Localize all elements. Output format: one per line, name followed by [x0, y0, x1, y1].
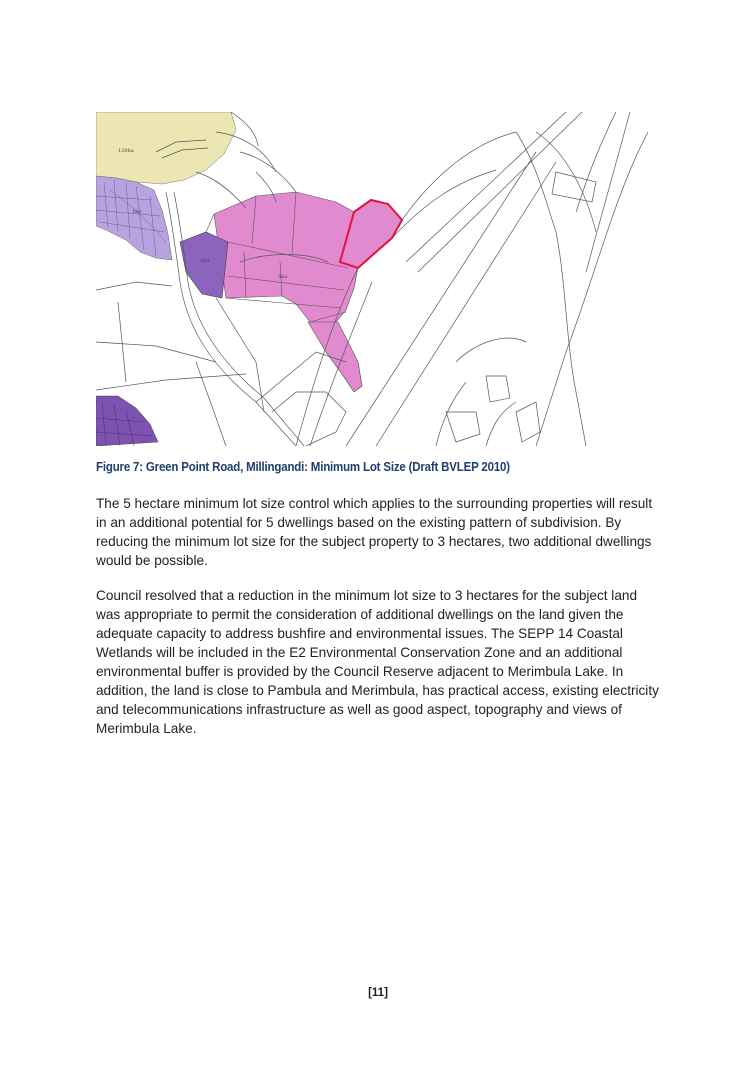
body-paragraph: Council resolved that a reduction in the minimum lot size to 3 hectares for the subject land was appropriate to permit the consideration of additional dwellings on the land given the adequate capacity to address bushfire and environmental issues. The SEPP 14 Coastal Wetlands will be included in the E2 Environmental Conservation Zone and an additional environmental buffer is provided by the Council Reserve adjacent to Merimbula Lake. In addition, the land is close to Pambula and Merimbula, has practical access, existing electricity and telecommunications infrastructure as well as good aspect, topography and views of Merimbula Lake.: [96, 588, 659, 736]
figure-caption: Figure 7: Green Point Road, Millingandi: Minimum Lot Size (Draft BVLEP 2010): [96, 460, 510, 474]
zone-label-1ha: 1ha: [132, 209, 142, 215]
zone-label-5ha: 5ha: [278, 274, 288, 280]
zone-label-4ha: 4ha: [200, 258, 210, 264]
page-number: [11]: [368, 987, 388, 999]
zone-label-120ha: 120ha: [118, 148, 134, 154]
lot-size-map: [96, 112, 648, 446]
body-paragraph: The 5 hectare minimum lot size control which applies to the surrounding properties will result in an additional potential for 5 dwellings based on the existing pattern of subdivision. By reducing the minimum lot size for the subject property to 3 hectares, two additional dwellings would be possible.: [96, 496, 653, 568]
